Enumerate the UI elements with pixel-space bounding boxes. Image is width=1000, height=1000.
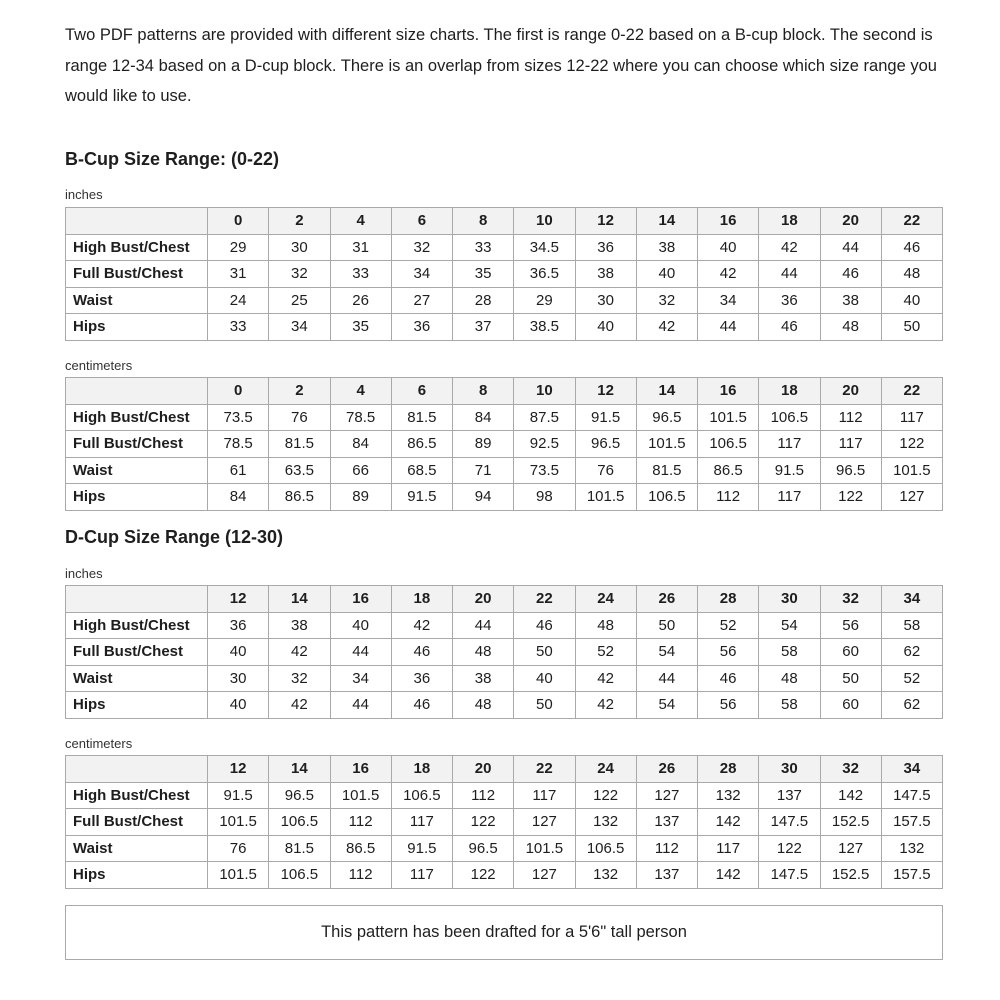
size-header-row xyxy=(66,586,943,613)
measurement-cell: 122 xyxy=(759,835,820,862)
row-label: Full Bust/Chest xyxy=(66,809,208,836)
measurement-cell: 122 xyxy=(575,782,636,809)
size-header-cell: 10 xyxy=(514,378,575,405)
table-row xyxy=(66,612,943,639)
measurement-cell: 62 xyxy=(881,639,942,666)
measurement-cell: 122 xyxy=(881,431,942,458)
measurement-cell: 106.5 xyxy=(575,835,636,862)
measurement-cell: 81.5 xyxy=(636,457,697,484)
size-header-cell: 24 xyxy=(575,586,636,613)
measurement-cell: 132 xyxy=(575,862,636,889)
table-row xyxy=(66,287,943,314)
measurement-cell: 101.5 xyxy=(636,431,697,458)
measurement-cell: 137 xyxy=(759,782,820,809)
measurement-cell: 91.5 xyxy=(759,457,820,484)
measurement-cell: 66 xyxy=(330,457,391,484)
measurement-cell: 61 xyxy=(208,457,269,484)
table-row xyxy=(66,404,943,431)
size-header-cell: 6 xyxy=(391,208,452,235)
measurement-cell: 91.5 xyxy=(575,404,636,431)
row-label: Hips xyxy=(66,692,208,719)
measurement-cell: 37 xyxy=(453,314,514,341)
measurement-cell: 54 xyxy=(636,639,697,666)
measurement-cell: 35 xyxy=(453,261,514,288)
row-label: Hips xyxy=(66,484,208,511)
corner-cell xyxy=(66,586,208,613)
measurement-cell: 30 xyxy=(208,665,269,692)
measurement-cell: 127 xyxy=(820,835,881,862)
measurement-cell: 35 xyxy=(330,314,391,341)
measurement-cell: 56 xyxy=(820,612,881,639)
measurement-cell: 78.5 xyxy=(330,404,391,431)
table-row xyxy=(66,314,943,341)
measurement-cell: 106.5 xyxy=(269,862,330,889)
measurement-cell: 86.5 xyxy=(330,835,391,862)
measurement-cell: 73.5 xyxy=(208,404,269,431)
d-cup-inches-table xyxy=(65,585,943,719)
size-header-cell: 18 xyxy=(391,756,452,783)
size-header-cell: 32 xyxy=(820,756,881,783)
table-row xyxy=(66,782,943,809)
size-header-cell: 20 xyxy=(820,378,881,405)
size-header-cell: 16 xyxy=(698,378,759,405)
measurement-cell: 152.5 xyxy=(820,862,881,889)
measurement-cell: 42 xyxy=(391,612,452,639)
measurement-cell: 127 xyxy=(514,862,575,889)
size-header-cell: 24 xyxy=(575,756,636,783)
measurement-cell: 142 xyxy=(820,782,881,809)
size-header-cell: 14 xyxy=(636,208,697,235)
measurement-cell: 117 xyxy=(881,404,942,431)
table-row xyxy=(66,234,943,261)
measurement-cell: 112 xyxy=(820,404,881,431)
measurement-cell: 62 xyxy=(881,692,942,719)
size-header-cell: 30 xyxy=(759,586,820,613)
measurement-cell: 44 xyxy=(330,692,391,719)
measurement-cell: 38 xyxy=(820,287,881,314)
measurement-cell: 48 xyxy=(453,692,514,719)
measurement-cell: 25 xyxy=(269,287,330,314)
measurement-cell: 89 xyxy=(453,431,514,458)
measurement-cell: 42 xyxy=(269,692,330,719)
measurement-cell: 96.5 xyxy=(636,404,697,431)
measurement-cell: 29 xyxy=(514,287,575,314)
measurement-cell: 48 xyxy=(881,261,942,288)
measurement-cell: 81.5 xyxy=(391,404,452,431)
size-header-cell: 14 xyxy=(636,378,697,405)
measurement-cell: 38 xyxy=(269,612,330,639)
measurement-cell: 106.5 xyxy=(391,782,452,809)
measurement-cell: 101.5 xyxy=(881,457,942,484)
size-header-row xyxy=(66,208,943,235)
row-label: High Bust/Chest xyxy=(66,782,208,809)
size-header-cell: 16 xyxy=(330,586,391,613)
corner-cell xyxy=(66,756,208,783)
size-header-cell: 6 xyxy=(391,378,452,405)
measurement-cell: 27 xyxy=(391,287,452,314)
size-header-cell: 22 xyxy=(514,586,575,613)
measurement-cell: 40 xyxy=(208,692,269,719)
measurement-cell: 48 xyxy=(575,612,636,639)
measurement-cell: 52 xyxy=(881,665,942,692)
measurement-cell: 101.5 xyxy=(208,862,269,889)
measurement-cell: 26 xyxy=(330,287,391,314)
measurement-cell: 96.5 xyxy=(575,431,636,458)
measurement-cell: 78.5 xyxy=(208,431,269,458)
table-row xyxy=(66,431,943,458)
measurement-cell: 112 xyxy=(330,862,391,889)
measurement-cell: 142 xyxy=(698,809,759,836)
measurement-cell: 96.5 xyxy=(453,835,514,862)
measurement-cell: 101.5 xyxy=(514,835,575,862)
measurement-cell: 46 xyxy=(881,234,942,261)
measurement-cell: 52 xyxy=(575,639,636,666)
measurement-cell: 117 xyxy=(759,431,820,458)
measurement-cell: 87.5 xyxy=(514,404,575,431)
measurement-cell: 84 xyxy=(453,404,514,431)
measurement-cell: 106.5 xyxy=(269,809,330,836)
measurement-cell: 60 xyxy=(820,692,881,719)
measurement-cell: 34 xyxy=(698,287,759,314)
measurement-cell: 81.5 xyxy=(269,835,330,862)
measurement-cell: 40 xyxy=(330,612,391,639)
measurement-cell: 76 xyxy=(269,404,330,431)
measurement-cell: 42 xyxy=(698,261,759,288)
measurement-cell: 54 xyxy=(636,692,697,719)
measurement-cell: 30 xyxy=(575,287,636,314)
size-header-cell: 0 xyxy=(208,378,269,405)
table-row xyxy=(66,835,943,862)
measurement-cell: 58 xyxy=(881,612,942,639)
measurement-cell: 86.5 xyxy=(269,484,330,511)
measurement-cell: 117 xyxy=(391,862,452,889)
measurement-cell: 112 xyxy=(636,835,697,862)
measurement-cell: 40 xyxy=(881,287,942,314)
size-header-cell: 22 xyxy=(881,208,942,235)
measurement-cell: 42 xyxy=(269,639,330,666)
measurement-cell: 36 xyxy=(208,612,269,639)
size-header-cell: 8 xyxy=(453,208,514,235)
measurement-cell: 101.5 xyxy=(208,809,269,836)
measurement-cell: 117 xyxy=(698,835,759,862)
d-cup-heading: D-Cup Size Range (12-30) xyxy=(65,527,284,547)
size-header-cell: 22 xyxy=(514,756,575,783)
measurement-cell: 112 xyxy=(330,809,391,836)
row-label: High Bust/Chest xyxy=(66,612,208,639)
measurement-cell: 38.5 xyxy=(514,314,575,341)
size-header-cell: 30 xyxy=(759,756,820,783)
size-header-cell: 18 xyxy=(759,208,820,235)
measurement-cell: 127 xyxy=(514,809,575,836)
measurement-cell: 157.5 xyxy=(881,862,942,889)
measurement-cell: 71 xyxy=(453,457,514,484)
measurement-cell: 48 xyxy=(453,639,514,666)
row-label: High Bust/Chest xyxy=(66,404,208,431)
measurement-cell: 40 xyxy=(514,665,575,692)
measurement-cell: 34 xyxy=(269,314,330,341)
row-label: Full Bust/Chest xyxy=(66,431,208,458)
measurement-cell: 122 xyxy=(453,809,514,836)
size-header-cell: 12 xyxy=(575,208,636,235)
table-row xyxy=(66,862,943,889)
measurement-cell: 58 xyxy=(759,639,820,666)
measurement-cell: 106.5 xyxy=(698,431,759,458)
size-header-cell: 12 xyxy=(575,378,636,405)
measurement-cell: 112 xyxy=(698,484,759,511)
measurement-cell: 68.5 xyxy=(391,457,452,484)
measurement-cell: 98 xyxy=(514,484,575,511)
measurement-cell: 32 xyxy=(636,287,697,314)
measurement-cell: 91.5 xyxy=(391,835,452,862)
size-header-cell: 16 xyxy=(330,756,391,783)
measurement-cell: 54 xyxy=(759,612,820,639)
size-header-cell: 2 xyxy=(269,378,330,405)
row-label: Waist xyxy=(66,835,208,862)
measurement-cell: 132 xyxy=(575,809,636,836)
measurement-cell: 94 xyxy=(453,484,514,511)
measurement-cell: 101.5 xyxy=(575,484,636,511)
measurement-cell: 42 xyxy=(575,692,636,719)
size-header-cell: 34 xyxy=(881,756,942,783)
measurement-cell: 46 xyxy=(820,261,881,288)
measurement-cell: 52 xyxy=(698,612,759,639)
measurement-cell: 137 xyxy=(636,809,697,836)
size-header-cell: 20 xyxy=(453,586,514,613)
size-header-cell: 20 xyxy=(820,208,881,235)
size-header-cell: 26 xyxy=(636,586,697,613)
size-header-cell: 14 xyxy=(269,756,330,783)
measurement-cell: 40 xyxy=(575,314,636,341)
measurement-cell: 147.5 xyxy=(759,809,820,836)
measurement-cell: 56 xyxy=(698,692,759,719)
measurement-cell: 33 xyxy=(330,261,391,288)
measurement-cell: 44 xyxy=(330,639,391,666)
measurement-cell: 127 xyxy=(881,484,942,511)
measurement-cell: 106.5 xyxy=(636,484,697,511)
measurement-cell: 117 xyxy=(820,431,881,458)
row-label: Full Bust/Chest xyxy=(66,639,208,666)
size-header-row xyxy=(66,756,943,783)
measurement-cell: 44 xyxy=(820,234,881,261)
measurement-cell: 106.5 xyxy=(759,404,820,431)
size-header-cell: 0 xyxy=(208,208,269,235)
row-label: Hips xyxy=(66,314,208,341)
measurement-cell: 36 xyxy=(759,287,820,314)
measurement-cell: 34 xyxy=(391,261,452,288)
measurement-cell: 34 xyxy=(330,665,391,692)
table-row xyxy=(66,484,943,511)
size-header-row xyxy=(66,378,943,405)
b-cup-inches-unit: inches xyxy=(65,187,103,202)
measurement-cell: 40 xyxy=(636,261,697,288)
measurement-cell: 50 xyxy=(514,639,575,666)
d-cup-cm-table xyxy=(65,755,943,889)
size-header-cell: 28 xyxy=(698,756,759,783)
measurement-cell: 31 xyxy=(208,261,269,288)
b-cup-heading: B-Cup Size Range: (0-22) xyxy=(65,149,280,169)
measurement-cell: 122 xyxy=(820,484,881,511)
measurement-cell: 101.5 xyxy=(330,782,391,809)
size-header-cell: 28 xyxy=(698,586,759,613)
measurement-cell: 147.5 xyxy=(759,862,820,889)
measurement-cell: 101.5 xyxy=(698,404,759,431)
measurement-cell: 89 xyxy=(330,484,391,511)
measurement-cell: 92.5 xyxy=(514,431,575,458)
measurement-cell: 76 xyxy=(208,835,269,862)
table-row xyxy=(66,692,943,719)
measurement-cell: 32 xyxy=(269,665,330,692)
row-label: Full Bust/Chest xyxy=(66,261,208,288)
row-label: High Bust/Chest xyxy=(66,234,208,261)
measurement-cell: 42 xyxy=(759,234,820,261)
measurement-cell: 91.5 xyxy=(208,782,269,809)
b-cup-inches-table xyxy=(65,207,943,341)
row-label: Waist xyxy=(66,457,208,484)
measurement-cell: 36 xyxy=(391,314,452,341)
measurement-cell: 40 xyxy=(208,639,269,666)
size-header-cell: 18 xyxy=(391,586,452,613)
size-header-cell: 4 xyxy=(330,208,391,235)
height-note: This pattern has been drafted for a 5'6" tall person xyxy=(65,905,943,960)
measurement-cell: 46 xyxy=(759,314,820,341)
b-cup-cm-unit: centimeters xyxy=(65,358,133,373)
measurement-cell: 36.5 xyxy=(514,261,575,288)
size-header-cell: 2 xyxy=(269,208,330,235)
measurement-cell: 29 xyxy=(208,234,269,261)
measurement-cell: 56 xyxy=(698,639,759,666)
measurement-cell: 48 xyxy=(759,665,820,692)
measurement-cell: 30 xyxy=(269,234,330,261)
table-row xyxy=(66,809,943,836)
measurement-cell: 58 xyxy=(759,692,820,719)
d-cup-inches-unit: inches xyxy=(65,566,103,581)
size-header-cell: 12 xyxy=(208,756,269,783)
measurement-cell: 46 xyxy=(391,692,452,719)
row-label: Waist xyxy=(66,287,208,314)
measurement-cell: 157.5 xyxy=(881,809,942,836)
size-header-cell: 4 xyxy=(330,378,391,405)
measurement-cell: 86.5 xyxy=(391,431,452,458)
measurement-cell: 132 xyxy=(698,782,759,809)
measurement-cell: 96.5 xyxy=(269,782,330,809)
measurement-cell: 33 xyxy=(208,314,269,341)
measurement-cell: 46 xyxy=(514,612,575,639)
measurement-cell: 122 xyxy=(453,862,514,889)
measurement-cell: 44 xyxy=(453,612,514,639)
table-row xyxy=(66,665,943,692)
measurement-cell: 36 xyxy=(575,234,636,261)
row-label: Waist xyxy=(66,665,208,692)
size-header-cell: 10 xyxy=(514,208,575,235)
measurement-cell: 50 xyxy=(820,665,881,692)
measurement-cell: 36 xyxy=(391,665,452,692)
table-row xyxy=(66,457,943,484)
size-header-cell: 16 xyxy=(698,208,759,235)
measurement-cell: 46 xyxy=(391,639,452,666)
measurement-cell: 76 xyxy=(575,457,636,484)
row-label: Hips xyxy=(66,862,208,889)
measurement-cell: 34.5 xyxy=(514,234,575,261)
measurement-cell: 117 xyxy=(391,809,452,836)
measurement-cell: 112 xyxy=(453,782,514,809)
size-header-cell: 18 xyxy=(759,378,820,405)
measurement-cell: 31 xyxy=(330,234,391,261)
size-header-cell: 34 xyxy=(881,586,942,613)
measurement-cell: 63.5 xyxy=(269,457,330,484)
measurement-cell: 117 xyxy=(759,484,820,511)
measurement-cell: 86.5 xyxy=(698,457,759,484)
d-cup-cm-unit: centimeters xyxy=(65,736,133,751)
size-header-cell: 20 xyxy=(453,756,514,783)
measurement-cell: 42 xyxy=(575,665,636,692)
measurement-cell: 84 xyxy=(208,484,269,511)
measurement-cell: 81.5 xyxy=(269,431,330,458)
measurement-cell: 152.5 xyxy=(820,809,881,836)
size-header-cell: 12 xyxy=(208,586,269,613)
b-cup-cm-table xyxy=(65,377,943,511)
measurement-cell: 50 xyxy=(514,692,575,719)
measurement-cell: 96.5 xyxy=(820,457,881,484)
measurement-cell: 137 xyxy=(636,862,697,889)
measurement-cell: 32 xyxy=(269,261,330,288)
measurement-cell: 117 xyxy=(514,782,575,809)
measurement-cell: 132 xyxy=(881,835,942,862)
measurement-cell: 50 xyxy=(881,314,942,341)
measurement-cell: 73.5 xyxy=(514,457,575,484)
size-header-cell: 14 xyxy=(269,586,330,613)
measurement-cell: 44 xyxy=(698,314,759,341)
measurement-cell: 142 xyxy=(698,862,759,889)
measurement-cell: 91.5 xyxy=(391,484,452,511)
measurement-cell: 38 xyxy=(575,261,636,288)
measurement-cell: 38 xyxy=(636,234,697,261)
measurement-cell: 48 xyxy=(820,314,881,341)
measurement-cell: 38 xyxy=(453,665,514,692)
size-header-cell: 32 xyxy=(820,586,881,613)
measurement-cell: 32 xyxy=(391,234,452,261)
measurement-cell: 44 xyxy=(759,261,820,288)
size-header-cell: 8 xyxy=(453,378,514,405)
measurement-cell: 60 xyxy=(820,639,881,666)
measurement-cell: 84 xyxy=(330,431,391,458)
corner-cell xyxy=(66,378,208,405)
measurement-cell: 127 xyxy=(636,782,697,809)
table-row xyxy=(66,261,943,288)
measurement-cell: 33 xyxy=(453,234,514,261)
measurement-cell: 42 xyxy=(636,314,697,341)
corner-cell xyxy=(66,208,208,235)
measurement-cell: 147.5 xyxy=(881,782,942,809)
intro-text: Two PDF patterns are provided with different size charts. The first is range 0-22 based on a B-cup block. The second is range 12-34 based on a D-cup block. There is an overlap from sizes 12-22 where you can choose which size range you would like to use. xyxy=(65,26,937,105)
measurement-cell: 24 xyxy=(208,287,269,314)
table-row xyxy=(66,639,943,666)
measurement-cell: 50 xyxy=(636,612,697,639)
measurement-cell: 44 xyxy=(636,665,697,692)
size-header-cell: 22 xyxy=(881,378,942,405)
measurement-cell: 40 xyxy=(698,234,759,261)
size-header-cell: 26 xyxy=(636,756,697,783)
measurement-cell: 28 xyxy=(453,287,514,314)
measurement-cell: 46 xyxy=(698,665,759,692)
